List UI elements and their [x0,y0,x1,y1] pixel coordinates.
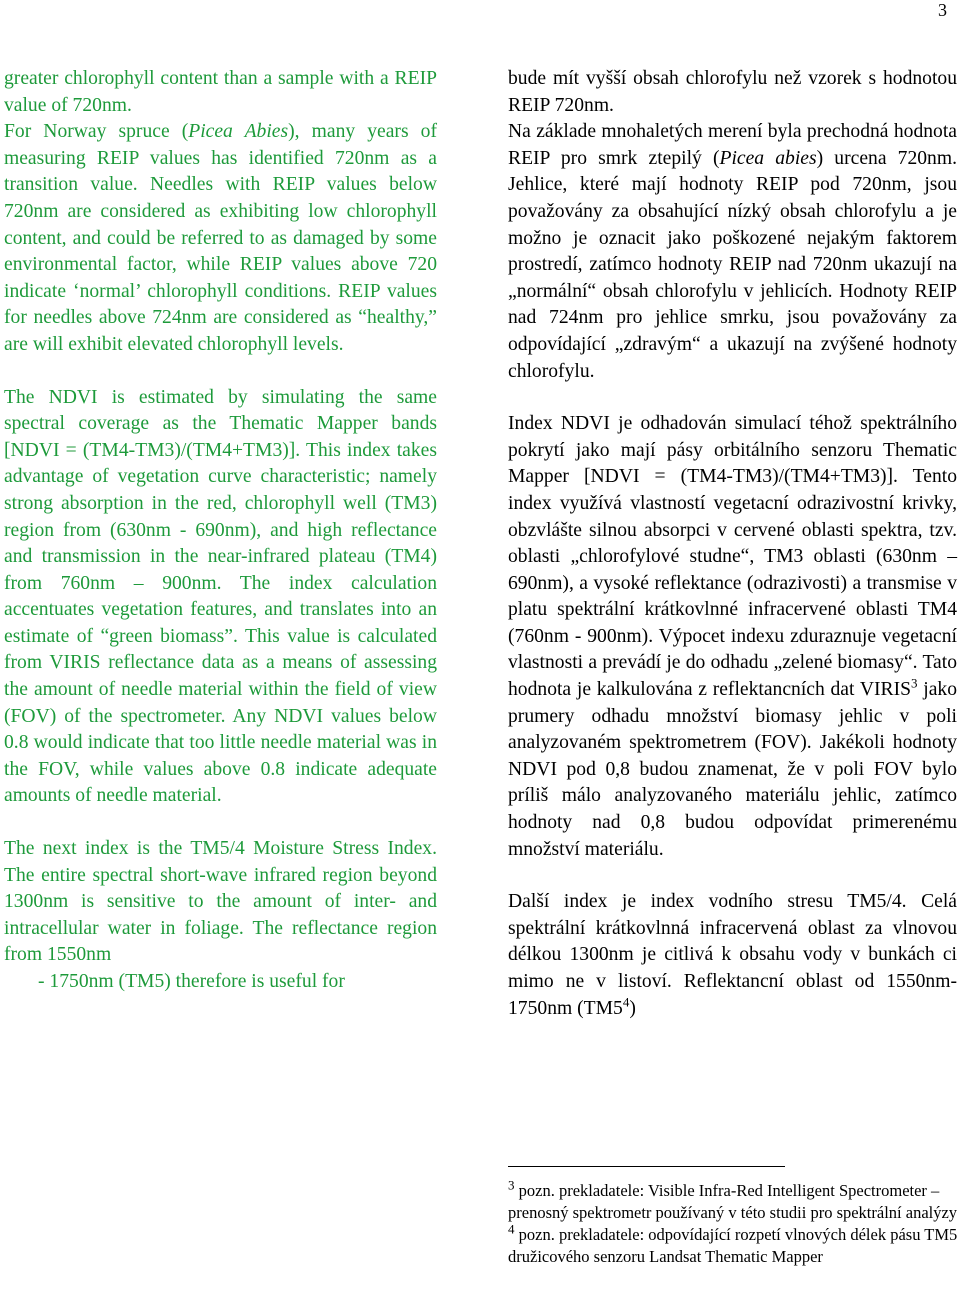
english-paragraph-ndvi: The NDVI is estimated by simulating the same spectral coverage as the Thematic Mapper bands [NDVI = (TM4-TM3)/(TM4+TM3)]. This index takes advantage of vegetation curve characteristic; namely strong absorption in the red, chlorophyll well (TM3) region from (630nm - 690nm), and high reflectance and transmission in the near-infrared plateau (TM4) from 760nm – 900nm. The index calculation accentuates vegetation features, and translates into an estimate of “green biomass”. This value is calculated from VIRIS reflectance data as a means of assessing the amount of needle material within the field of view (FOV) of the spectrometer. Any NDVI values below 0.8 would indicate that too little needle material was in the FOV, while values above 0.8 indicate adequate amounts of needle material. [4,386,437,807]
english-paragraph-moisture-stress: The next index is the TM5/4 Moisture Stress Index. The entire spectral short-wave infrared region beyond 1300nm is sensitive to the amount of inter- and intracellular water in foliage. The reflectance region from 1550nm [4,838,437,966]
species-name: Picea Abies [188,121,289,143]
species-name: Picea abies [719,147,817,169]
footnote-reference[interactable]: 4 [622,994,630,1010]
czech-paragraph-ndvi [508,411,957,863]
english-paragraph-reip-intro: greater chlorophyll content than a sample with a REIP value of 720nm. [4,68,437,116]
footnote-text: pozn. prekladatele: Visible Infra-Red Intelligent Spectrometer – prenosný spektrometr používaný v této studii pro spektrální analýzy [508,1181,958,1222]
text-run: Další index je index vodního stresu TM5/4. Celá spektrální krátkovlnná infracervená oblast za vlnovou délkou 1300nm je citlivá k obsahu vody v bunkách ci mimo ne v listoví. Reflektancní oblast od 1550nm-1750nm (TM5 [508,891,957,1019]
english-paragraph-continuation: - 1750nm (TM5) therefore is useful for [38,971,345,992]
page-number: 3 [938,0,947,20]
text-run: ) [629,997,636,1019]
czech-paragraph-reip-intro: bude mít vyšší obsah chlorofylu než vzorek s hodnotou REIP 720nm. [508,68,957,116]
czech-paragraph-smrk [508,119,957,385]
text-run: jako prumery odhadu množství biomasy jehlic v poli analyzovaném spektrometrem (FOV). Jakékoli hodnoty NDVI pod 0,8 budou znamenat, že v poli FOV bylo príliš málo analyzovaného materiálu jehlic, zatímco hodnoty nad 0,8 budou odpovídat primerenému množství materiálu. [508,679,957,860]
text-run: ) urcena 720nm. Jehlice, které mají hodnoty REIP pod 720nm, jsou považovány za obsahující nízký obsah chlorofylu a je možno je oznacit jako poškozené nejakým faktorem prostredí, zatímco hodnoty REIP nad 720nm ukazují na „normální“ obsah chlorofylu v jehlicích. Hodnoty REIP nad 724nm pro jehlice smrku, jsou považovány za odpovídající „zdravým“ a ukazují na zvýšené hodnoty chlorofylu. [508,147,957,382]
footnote-number: 3 [508,1177,515,1193]
czech-paragraph-moisture-stress [508,889,957,1022]
footnote-divider [508,1166,785,1167]
footnote [508,1221,958,1268]
text-run: For Norway spruce ( [4,121,189,143]
text-run: Index NDVI je odhadován simulací téhož spektrálního pokrytí jako mají pásy orbitálního senzoru Thematic Mapper [NDVI = (TM4-TM3)/(TM4+TM3)]. Tento index využívá vlastností vegetacní odrazivostní krivky, obzvlášte silnou absorpci v cervené oblasti spektra, tzv. oblasti „chlorofylové studne“, TM3 oblasti (630nm – 690nm), a vysoké reflektance (odrazivosti) a transmise v platu spektrální krátkovlnné infracervené oblasti TM4 (760nm - 900nm). Výpocet indexu zduraznuje vegetacní vlastnosti a prevádí je do odhadu „zelené biomasy“. Tato hodnota je kalkulována z reflektancních dat VIRIS [508,413,957,701]
footnotes [508,1177,958,1268]
footnote [508,1177,958,1224]
czech-column [508,66,957,1022]
text-run: ), many years of measuring REIP values has identified 720nm as a transition value. Needles with REIP values below 720nm are considered as exhibiting low chlorophyll content, and could be referred to as damaged by some environmental factor, while REIP values above 720 indicate ‘normal’ chlorophyll conditions. REIP values for needles above 724nm are considered as “healthy,” are will exhibit elevated chlorophyll levels. [4,121,437,355]
footnote-number: 4 [508,1221,515,1237]
english-column [4,66,437,996]
english-paragraph-norway-spruce [4,119,437,358]
footnote-reference[interactable]: 3 [911,675,918,691]
text-run: Na základe mnohaletých merení byla prechodná hodnota REIP pro smrk ztepilý ( [508,121,957,169]
footnote-text: pozn. prekladatele: odpovídající rozpetí vlnových délek pásu TM5 družicového senzoru Landsat Thematic Mapper [508,1225,958,1266]
